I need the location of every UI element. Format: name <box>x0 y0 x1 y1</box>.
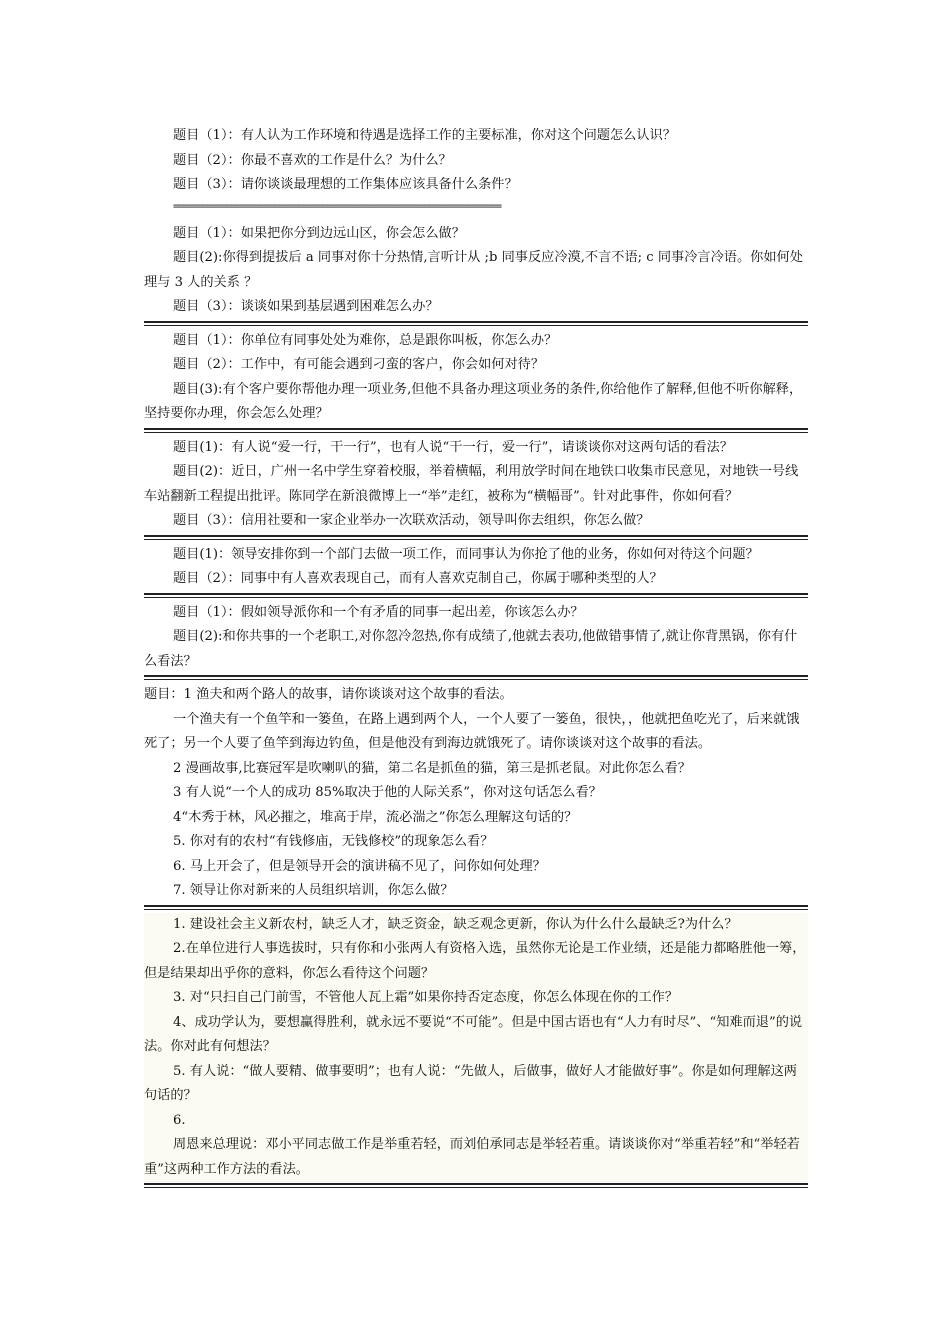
question-3: 3 有人说“一个人的成功 85%取决于他的人际关系”，你对这句话怎么看？ <box>173 785 602 800</box>
question-2: 题目(2)：近日，广州一名中学生穿着校服，举着横幅，利用放学时间在地铁口收集市民意见，对地铁一号线车站翻新工程提出批评。陈同学在新浪微博上一“举”走红，被称为“横幅哥”。针对此事件，你如何看？ <box>144 464 799 504</box>
double-rule-divider <box>144 535 808 540</box>
question-3: 3. 对“只扫自己门前雪，不管他人瓦上霜”如果你持否定态度，你怎么体现在你的工作？ <box>173 990 679 1005</box>
question-2: 题目(2):你得到提拔后 a 同事对你十分热情,言听计从 ;b 同事反应冷漠,不言不语; c 同事冷言冷语。你如何处理与 3 人的关系 ？ <box>144 250 803 290</box>
question-1: 题目(1)：有人说“爱一行，干一行”，也有人说“干一行，爱一行”，请谈谈你对这两句话的看法？ <box>173 439 733 455</box>
question-set-2 <box>144 222 808 320</box>
question-set-3 <box>144 329 808 427</box>
question-set-7 <box>144 683 808 904</box>
question-1: 1. 建设社会主义新农村，缺乏人才，缺乏资金，缺乏观念更新，你认为什么什么最缺乏?为什么？ <box>173 916 738 932</box>
question-set-4 <box>144 436 808 534</box>
question-set-1 <box>144 124 808 198</box>
question-7: 7. 领导让你对新来的人员组织培训，你怎么做？ <box>173 883 454 898</box>
question-set-6 <box>144 601 808 675</box>
double-rule-divider <box>144 593 808 598</box>
question-2: 题目（2）：同事中有人喜欢表现自己，而有人喜欢克制自己，你属于哪种类型的人？ <box>173 571 663 586</box>
question-set-5 <box>144 543 808 592</box>
question-2: 2 漫画故事,比赛冠军是吹喇叭的猫，第二名是抓鱼的猫，第三是抓老鼠。对此你怎么看？ <box>173 760 691 776</box>
question-1: 题目（1）：如果把你分到边远山区，你会怎么做？ <box>173 225 465 241</box>
question-heading: 题目：1 渔夫和两个路人的故事，请你谈谈对这个故事的看法。 <box>144 687 513 702</box>
question-3: 题目（3）：谈谈如果到基层遇到困难怎么办？ <box>173 299 439 314</box>
equals-divider: ==================================================================== <box>173 200 501 212</box>
question-6-number: 6. <box>173 1112 186 1128</box>
story-text: 一个渔夫有一个鱼竿和一篓鱼，在路上遇到两个人，一个人要了一篓鱼，很快，，他就把鱼吃光了，后来就饿死了；另一个人要了鱼竿到海边钓鱼，但是他没有到海边就饿死了。请你谈谈对这个故事的看法。 <box>144 711 800 751</box>
document-body <box>144 124 808 1191</box>
double-rule-divider <box>144 1183 808 1188</box>
question-1: 题目（1）：你单位有同事处处为难你，总是跟你叫板，你怎么办？ <box>173 332 558 348</box>
question-1: 题目(1)：领导安排你到一个部门去做一项工作，而同事认为你抢了他的业务，你如何对待这个问题？ <box>173 546 759 562</box>
question-1: 题目（1）：假如领导派你和一个有矛盾的同事一起出差，你该怎么办？ <box>173 604 584 620</box>
question-4: 4、成功学认为，要想赢得胜利，就永远不要说“不可能”。但是中国古语也有“人力有时尽”、“知难而退”的说法。你对此有何想法？ <box>144 1014 803 1054</box>
question-2: 题目（2）：工作中，有可能会遇到刁蛮的客户，你会如何对待？ <box>173 357 545 372</box>
question-set-8 <box>144 913 808 1183</box>
question-2: 2.在单位进行人事选拔时，只有你和小张两人有资格入选，虽然你无论是工作业绩，还是能力都略胜他一筹，但是结果却出乎你的意料，你怎么看待这个问题？ <box>144 941 806 981</box>
double-rule-divider <box>144 905 808 910</box>
question-4: 4“木秀于林，风必摧之，堆高于岸，流必湍之”你怎么理解这句话的？ <box>173 809 578 825</box>
question-6: 6. 马上开会了，但是领导开会的演讲稿不见了，问你如何处理？ <box>173 858 546 874</box>
question-3: 题目（3）：请你谈谈最理想的工作集体应该具备什么条件？ <box>173 177 518 192</box>
double-rule-divider <box>144 321 808 326</box>
question-6-text: 周恩来总理说：邓小平同志做工作是举重若轻，而刘伯承同志是举轻若重。请谈谈你对“举重若轻”和“举轻若重”这两种工作方法的看法。 <box>144 1137 800 1177</box>
question-5: 5. 有人说：“做人要精、做事要明”；也有人说：“先做人，后做事，做好人才能做好事”。你是如何理解这两句话的？ <box>144 1063 797 1103</box>
question-5: 5. 你对有的农村“有钱修庙，无钱修校”的现象怎么看？ <box>173 834 494 849</box>
question-3: 题目(3):有个客户要你帮他办理一项业务,但他不具备办理这项业务的条件,你给他作了解释,但他不听你解释，坚持要你办理，你会怎么处理？ <box>144 381 803 421</box>
question-2: 题目(2):和你共事的一个老职工,对你忽冷忽热,你有成绩了,他就去表功,他做错事情了,就让你背黑锅，你有什么看法？ <box>144 629 798 669</box>
question-1: 题目（1）：有人认为工作环境和待遇是选择工作的主要标准，你对这个问题怎么认识？ <box>173 128 676 143</box>
question-2: 题目（2）：你最不喜欢的工作是什么？为什么？ <box>173 152 452 168</box>
question-3: 题目（3）：信用社要和一家企业举办一次联欢活动，领导叫你去组织，你怎么做？ <box>173 513 650 528</box>
double-rule-divider <box>144 675 808 680</box>
double-rule-divider <box>144 428 808 433</box>
